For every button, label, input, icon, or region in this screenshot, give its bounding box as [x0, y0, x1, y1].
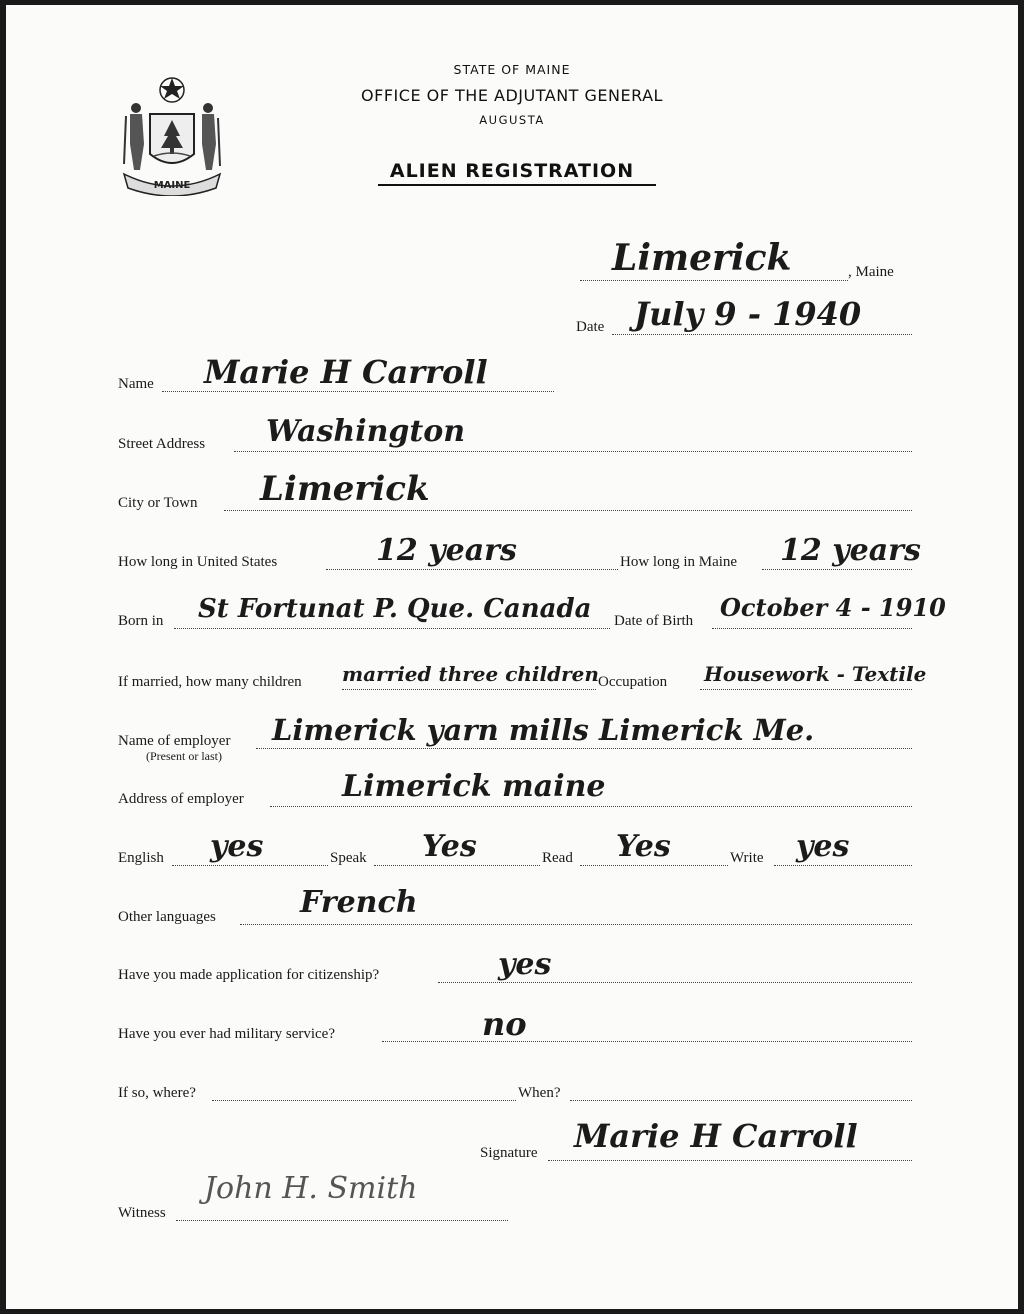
citizenship-label: Have you made application for citizenship? [118, 967, 380, 983]
other-languages-line [240, 924, 912, 925]
title-underline [378, 184, 656, 186]
born-in-line [174, 628, 610, 629]
speak-label: Speak [330, 850, 367, 866]
other-languages-label: Other languages [118, 909, 216, 925]
citizenship-value[interactable]: yes [498, 947, 552, 982]
witness-line [176, 1220, 508, 1221]
how-long-us-label: How long in United States [118, 554, 278, 570]
form-title: ALIEN REGISTRATION [389, 160, 635, 182]
children-label: If married, how many children [118, 674, 302, 690]
children-value[interactable]: married three children [342, 662, 599, 686]
read-line [580, 865, 728, 866]
header-city: AUGUSTA [479, 113, 545, 127]
born-in-label: Born in [118, 613, 164, 629]
english-line [172, 865, 328, 866]
date-label: Date [576, 319, 605, 335]
how-long-maine-label: How long in Maine [620, 554, 738, 570]
write-line [774, 865, 912, 866]
military-label: Have you ever had military service? [118, 1026, 335, 1042]
town-line [580, 280, 848, 281]
name-value[interactable]: Marie H Carroll [204, 353, 488, 391]
read-value[interactable]: Yes [616, 829, 671, 864]
dob-line [712, 628, 912, 629]
how-long-maine-line [762, 569, 912, 570]
when-line [570, 1100, 912, 1101]
occupation-line [700, 689, 912, 690]
born-in-value[interactable]: St Fortunat P. Que. Canada [198, 594, 592, 624]
children-line [342, 689, 596, 690]
employer-sublabel: (Present or last) [146, 749, 222, 763]
how-long-maine-value[interactable]: 12 years [780, 533, 921, 568]
speak-value[interactable]: Yes [422, 829, 477, 864]
employer-value[interactable]: Limerick yarn mills Limerick Me. [272, 713, 815, 747]
street-label: Street Address [118, 436, 206, 452]
witness-value[interactable]: John H. Smith [204, 1171, 418, 1206]
employer-label: Name of employer [118, 733, 231, 749]
header-state: STATE OF MAINE [453, 62, 571, 77]
signature-value[interactable]: Marie H Carroll [574, 1117, 858, 1155]
city-value[interactable]: Limerick [260, 469, 430, 509]
how-long-us-value[interactable]: 12 years [376, 533, 517, 568]
signature-label: Signature [480, 1145, 538, 1161]
write-value[interactable]: yes [796, 829, 850, 864]
write-label: Write [730, 850, 764, 866]
town-suffix: , Maine [848, 264, 894, 280]
employer-address-label: Address of employer [118, 791, 244, 807]
when-label: When? [518, 1085, 561, 1101]
employer-address-value[interactable]: Limerick maine [342, 769, 606, 804]
name-label: Name [118, 376, 154, 392]
signature-line [548, 1160, 912, 1161]
seal-banner-text: MAINE [153, 180, 191, 191]
header-office: OFFICE OF THE ADJUTANT GENERAL [361, 86, 663, 105]
city-line [224, 510, 912, 511]
dob-label: Date of Birth [614, 613, 694, 629]
city-label: City or Town [118, 495, 198, 511]
date-line [612, 334, 912, 335]
dob-value[interactable]: October 4 - 1910 [720, 593, 946, 622]
speak-line [374, 865, 540, 866]
occupation-label: Occupation [598, 674, 668, 690]
town-value[interactable]: Limerick [612, 237, 792, 279]
street-value[interactable]: Washington [266, 414, 466, 449]
read-label: Read [542, 850, 573, 866]
street-line [234, 451, 912, 452]
date-value[interactable]: July 9 - 1940 [634, 295, 862, 333]
where-line [212, 1100, 516, 1101]
form-sheet [6, 5, 1018, 1309]
other-languages-value[interactable]: French [300, 885, 418, 920]
english-value[interactable]: yes [210, 829, 264, 864]
citizenship-line [438, 982, 912, 983]
name-line [162, 391, 554, 392]
employer-address-line [270, 806, 912, 807]
english-label: English [118, 850, 164, 866]
how-long-us-line [326, 569, 618, 570]
witness-label: Witness [118, 1205, 166, 1221]
military-value[interactable]: no [482, 1005, 527, 1043]
occupation-value[interactable]: Housework - Textile [704, 662, 927, 686]
where-label: If so, where? [118, 1085, 196, 1101]
military-line [382, 1041, 912, 1042]
employer-line [256, 748, 912, 749]
